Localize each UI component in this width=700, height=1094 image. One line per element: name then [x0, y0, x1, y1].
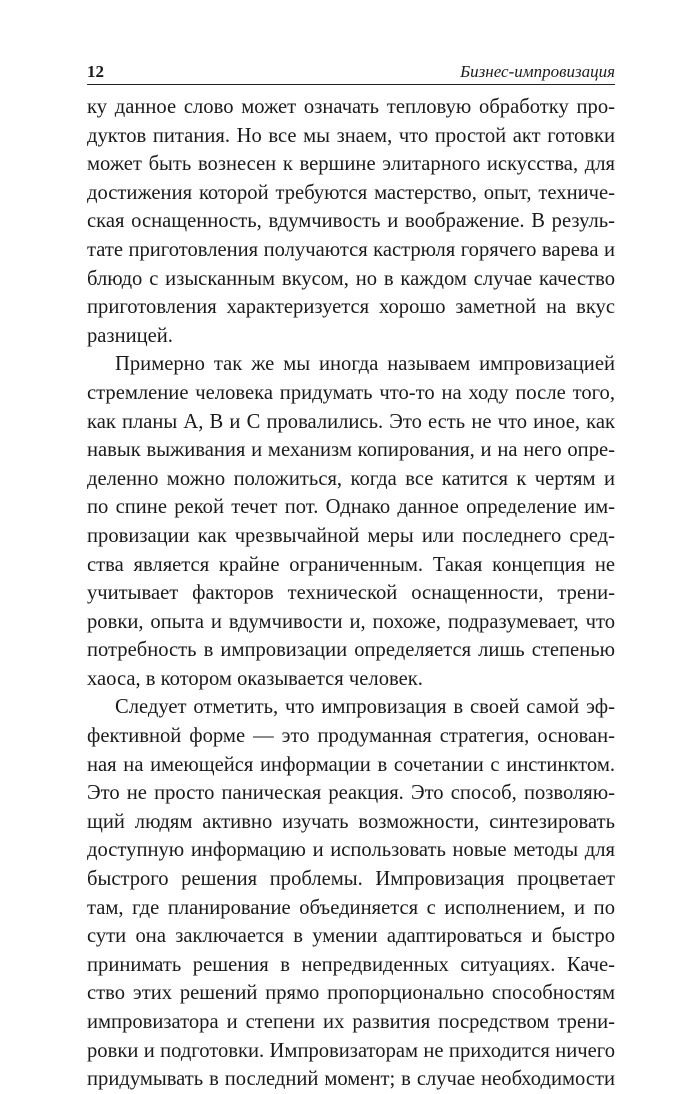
text-line: дуктов питания. Но все мы знаем, что простой акт готовки [87, 124, 615, 147]
text-line: принимать решения в непредвиденных ситуациях. Каче- [87, 953, 615, 976]
text-line: хаоса, в котором оказывается человек. [87, 667, 423, 690]
text-line: тате приготовления получаются кастрюля горячего варева и [87, 238, 615, 261]
text-line: ства является крайне ограниченным. Такая концепция не [87, 553, 615, 576]
text-line: ровки, опыта и вдумчивости и, похоже, подразумевает, что [87, 610, 615, 633]
text-line: блюдо с изысканным вкусом, но в каждом случае качество [87, 267, 615, 290]
text-line: ровки и подготовки. Импровизаторам не приходится ничего [87, 1039, 615, 1062]
text-line: приготовления характеризуется хорошо заметной на вкус [87, 296, 615, 319]
text-line: ная на имеющейся информации в сочетании с инстинктом. [87, 753, 615, 776]
text-line: навык выживания и механизм копирования, и на него опре- [87, 439, 615, 462]
text-line: стремление человека придумать что-то на ходу после того, [87, 381, 615, 404]
text-line: сути она заключается в умении адаптироваться и быстро [87, 925, 615, 948]
text-line: быстрого решения проблемы. Импровизация процветает [87, 868, 615, 891]
text-line: придумывать в последний момент; в случае необходимости [87, 1068, 615, 1091]
text-line: разницей. [87, 324, 173, 347]
page-number: 12 [87, 62, 104, 81]
text-line: ство этих решений прямо пропорционально способностям [87, 982, 615, 1005]
text-line: Это не просто паническая реакция. Это способ, позволяю- [87, 782, 615, 805]
text-line: фективной форме — это продуманная стратегия, основан- [87, 725, 615, 748]
text-line: ку данное слово может означать тепловую обработку про- [87, 96, 615, 118]
text-line: может быть вознесен к вершине элитарного искусства, для [87, 153, 615, 176]
text-line: Примерно так же мы иногда называем импровизацией [115, 353, 615, 376]
text-line: импровизатора и степени их развития посредством трени- [87, 1011, 615, 1033]
running-head [87, 62, 615, 85]
text-line: Следует отметить, что импровизация в своей самой эф- [115, 696, 615, 719]
text-line: деленно можно положиться, когда все катится к чертям и [87, 467, 615, 490]
text-line: провизации как чрезвычайной меры или последнего сред- [87, 524, 615, 547]
text-line: доступную информацию и использовать новые методы для [87, 839, 615, 862]
text-line: как планы А, В и С провалились. Это есть не что иное, как [87, 410, 615, 433]
text-line: по спине рекой течет пот. Однако данное определение им- [87, 496, 615, 519]
text-line: потребность в импровизации определяется лишь степенью [87, 639, 615, 662]
text-line: учитывает факторов технической оснащенности, трени- [87, 582, 615, 605]
text-line: щий людям активно изучать возможности, синтезировать [87, 810, 615, 833]
body-text [87, 93, 615, 1094]
text-line: ская оснащенность, вдумчивость и воображение. В резуль- [87, 210, 615, 233]
text-line: достижения которой требуются мастерство, опыт, техниче- [87, 181, 615, 204]
text-line: там, где планирование объединяется с исполнением, и по [87, 896, 615, 919]
book-page [87, 62, 615, 1094]
running-title: Бизнес-импровизация [460, 62, 615, 81]
